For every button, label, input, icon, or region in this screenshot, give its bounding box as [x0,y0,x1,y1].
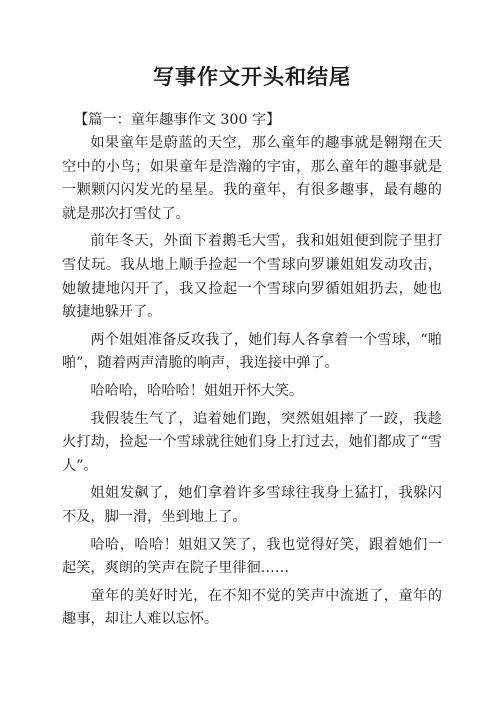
paragraph: 童年的美好时光，在不知不觉的笑声中流逝了，童年的趣事，却让人难以忘怀。 [62,587,442,628]
paragraph: 我假装生气了，追着她们跑，突然姐姐摔了一跤，我趁火打劫，捡起一个雪球就往她们身上打过去，她们都成了“雪人”。 [62,410,442,474]
paragraph: 姐姐发飙了，她们拿着许多雪球往我身上猛打，我躲闪不及，脚一滑，坐到地上了。 [62,485,442,525]
paragraph: 如果童年是蔚蓝的天空，那么童年的趣事就是翱翔在天空中的小鸟；如果童年是浩瀚的宇宙，那么童年的趣事就是一颗颗闪闪发光的星星。我的童年，有很多趣事，最有趣的就是那次打雪仗了。 [62,135,442,222]
paragraph: 哈哈，哈哈！姐姐又笑了，我也觉得好笑，跟着她们一起笑，爽朗的笑声在院子里徘徊…… [62,536,442,577]
paragraph: 前年冬天，外面下着鹅毛大雪，我和姐姐便到院子里打雪仗玩。我从地上顺手捡起一个雪球向罗谦姐姐发动攻击，她敏捷地闪开了，我又捡起一个雪球向罗循姐姐扔去，她也敏捷地躲开了。 [62,233,442,321]
paragraph: 两个姐姐准备反攻我了，她们每人各拿着一个雪球，“啪啪”，随着两声清脆的响声，我连接中弹了。 [62,331,442,372]
page-title: 写事作文开头和结尾 [153,65,351,89]
paragraph: 哈哈哈，哈哈哈！姐姐开怀大笑。 [90,382,304,399]
section-heading: 【篇一：童年趣事作文 300 字】 [74,112,281,128]
